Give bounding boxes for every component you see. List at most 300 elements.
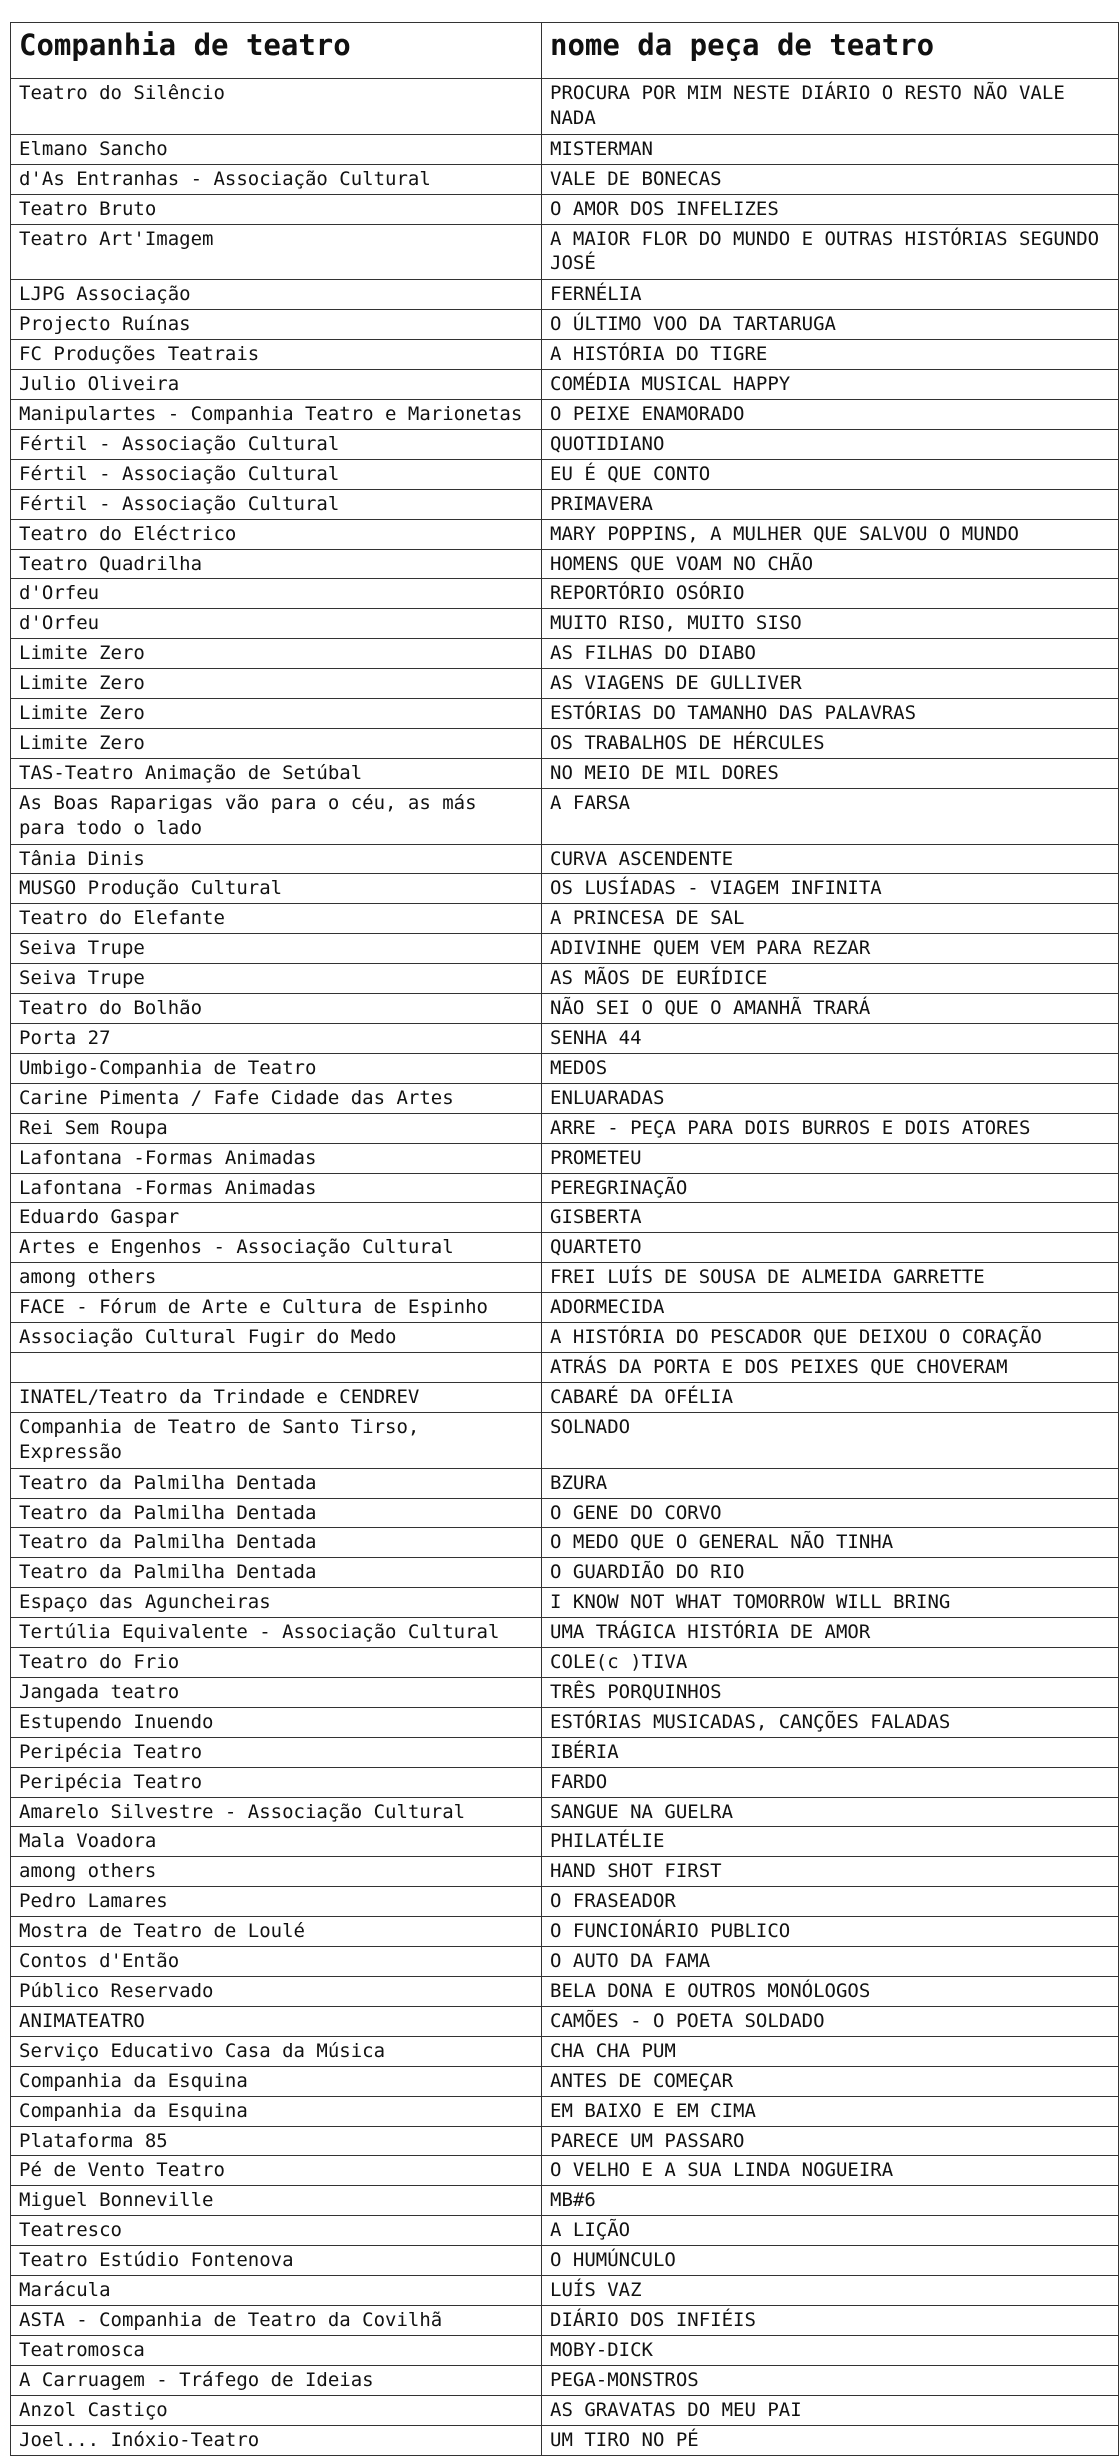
company-cell (11, 1352, 542, 1382)
theatre-table (10, 22, 1119, 2456)
play-cell-text: AS MÃOS DE EURÍDICE (550, 967, 768, 990)
company-cell (11, 1293, 542, 1323)
play-cell (542, 758, 1119, 788)
company-cell-text: Plataforma 85 (19, 2129, 168, 2152)
company-cell-text: TAS-Teatro Animação de Setúbal (19, 761, 363, 784)
play-cell-text: AS GRAVATAS DO MEU PAI (550, 2398, 802, 2421)
play-cell-text: OS TRABALHOS DE HÉRCULES (550, 731, 825, 754)
table-row (11, 489, 1119, 519)
company-cell-text: Teatro Bruto (19, 197, 157, 220)
company-cell (11, 844, 542, 874)
company-cell (11, 1528, 542, 1558)
company-cell-text: Teatro da Palmilha Dentada (19, 1531, 317, 1554)
play-cell-text: A LIÇÃO (550, 2219, 631, 2242)
table-row (11, 1263, 1119, 1293)
play-cell-text: SANGUE NA GUELRA (550, 1800, 734, 1823)
company-cell-text: As Boas Raparigas vão para o céu, as más para todo o lado (19, 791, 489, 839)
play-cell (542, 340, 1119, 370)
table-row (11, 1737, 1119, 1767)
table-row (11, 280, 1119, 310)
play-cell-text: O AMOR DOS INFELIZES (550, 197, 779, 220)
company-cell-text: Espaço das Aguncheiras (19, 1591, 271, 1614)
company-cell (11, 1382, 542, 1412)
company-cell-text: Público Reservado (19, 1980, 214, 2002)
company-cell-text: Teatro do Eléctrico (19, 522, 237, 545)
company-cell (11, 1053, 542, 1083)
table-row (11, 549, 1119, 579)
company-cell-text: Umbigo-Companhia de Teatro (19, 1056, 317, 1079)
play-cell-text: MUITO RISO, MUITO SISO (550, 612, 802, 635)
company-cell (11, 1887, 542, 1917)
play-cell-text: ENLUARADAS (550, 1086, 665, 1109)
company-cell-text: Lafontana -Formas Animadas (19, 1176, 317, 1199)
company-cell-text: Teatresco (19, 2219, 122, 2242)
play-cell (542, 1528, 1119, 1558)
table-row (11, 2096, 1119, 2126)
play-cell-text: MOBY-DICK (550, 2338, 653, 2361)
company-cell-text: Carine Pimenta / Fafe Cidade das Artes (19, 1086, 454, 1109)
company-cell-text: Companhia da Esquina (19, 2069, 248, 2092)
company-cell (11, 134, 542, 164)
table-row (11, 2365, 1119, 2395)
play-cell (542, 2126, 1119, 2156)
company-cell (11, 1083, 542, 1113)
play-cell-text: ANTES DE COMEÇAR (550, 2069, 734, 2092)
table-row (11, 1233, 1119, 1263)
company-cell (11, 1323, 542, 1353)
play-cell (542, 788, 1119, 844)
table-row (11, 194, 1119, 224)
company-cell (11, 1917, 542, 1947)
table-row (11, 1498, 1119, 1528)
company-cell-text: Projecto Ruínas (19, 313, 191, 336)
play-cell (542, 459, 1119, 489)
play-cell (542, 1412, 1119, 1468)
company-cell (11, 1588, 542, 1618)
company-cell (11, 699, 542, 729)
play-cell (542, 1233, 1119, 1263)
play-cell (542, 844, 1119, 874)
company-cell-text: Limite Zero (19, 731, 145, 754)
company-cell (11, 758, 542, 788)
table-row (11, 1024, 1119, 1054)
column-header-company: Companhia de teatro (11, 23, 542, 79)
play-cell-text: PEGA-MONSTROS (550, 2368, 699, 2391)
play-cell-text: PRIMAVERA (550, 492, 653, 515)
company-cell-text: d'As Entranhas - Associação Cultural (19, 167, 431, 190)
play-cell-text: O MEDO QUE O GENERAL NÃO TINHA (550, 1531, 894, 1554)
company-cell (11, 1618, 542, 1648)
company-cell (11, 370, 542, 400)
table-row (11, 1412, 1119, 1468)
table-row (11, 1947, 1119, 1977)
play-cell (542, 1887, 1119, 1917)
company-cell-text: Teatro Estúdio Fontenova (19, 2249, 294, 2272)
company-cell-text: Julio Oliveira (19, 373, 180, 396)
table-row (11, 788, 1119, 844)
play-cell-text: A HISTÓRIA DO TIGRE (550, 343, 768, 366)
table-row (11, 1827, 1119, 1857)
table-row (11, 1352, 1119, 1382)
table-row (11, 2186, 1119, 2216)
play-cell-text: FARDO (550, 1770, 608, 1793)
play-cell-text: ADORMECIDA (550, 1296, 665, 1319)
play-cell-text: PROMETEU (550, 1146, 642, 1169)
company-cell (11, 1113, 542, 1143)
company-cell (11, 1947, 542, 1977)
table-row (11, 2156, 1119, 2186)
company-cell-text: MUSGO Produção Cultural (19, 877, 283, 900)
company-cell-text: Seiva Trupe (19, 967, 145, 990)
play-cell-text: NO MEIO DE MIL DORES (550, 761, 779, 784)
play-cell (542, 370, 1119, 400)
company-cell-text: Seiva Trupe (19, 937, 145, 960)
play-cell-text: A HISTÓRIA DO PESCADOR QUE DEIXOU O CORAÇÃO (550, 1326, 1042, 1349)
company-cell (11, 874, 542, 904)
play-cell-text: EM BAIXO E EM CIMA (550, 2099, 756, 2122)
play-cell-text: AS VIAGENS DE GULLIVER (550, 672, 802, 695)
play-cell (542, 1053, 1119, 1083)
company-cell-text: Limite Zero (19, 642, 145, 665)
company-cell (11, 1767, 542, 1797)
company-cell (11, 429, 542, 459)
play-cell-text: PEREGRINAÇÃO (550, 1176, 688, 1199)
company-cell (11, 2186, 542, 2216)
company-cell-text: Teatro da Palmilha Dentada (19, 1561, 317, 1584)
play-cell (542, 519, 1119, 549)
company-cell-text: Teatro do Elefante (19, 907, 225, 930)
table-row (11, 874, 1119, 904)
play-cell (542, 1977, 1119, 2007)
play-cell-text: ATRÁS DA PORTA E DOS PEIXES QUE CHOVERAM (550, 1355, 1008, 1378)
company-cell-text: Teatro da Palmilha Dentada (19, 1501, 317, 1524)
company-cell (11, 1857, 542, 1887)
play-cell (542, 2425, 1119, 2455)
company-cell (11, 79, 542, 135)
company-cell (11, 639, 542, 669)
company-cell (11, 2246, 542, 2276)
play-cell (542, 1707, 1119, 1737)
play-cell-text: O VELHO E A SUA LINDA NOGUEIRA (550, 2159, 894, 2182)
play-cell (542, 1767, 1119, 1797)
play-cell-text: O AUTO DA FAMA (550, 1950, 711, 1973)
table-row (11, 1588, 1119, 1618)
play-cell-text: VALE DE BONECAS (550, 167, 722, 190)
company-cell-text: LJPG Associação (19, 283, 191, 306)
company-cell-text: Teatro da Palmilha Dentada (19, 1471, 317, 1494)
play-cell (542, 699, 1119, 729)
table-row (11, 844, 1119, 874)
table-row (11, 2006, 1119, 2036)
play-cell-text: O GENE DO CORVO (550, 1501, 722, 1524)
table-row (11, 639, 1119, 669)
company-cell-text: Jangada teatro (19, 1680, 180, 1703)
company-cell-text: Serviço Educativo Casa da Música (19, 2039, 386, 2062)
company-cell-text: Artes e Engenhos - Associação Cultural (19, 1236, 454, 1259)
play-cell-text: CHA CHA PUM (550, 2039, 676, 2062)
company-cell (11, 164, 542, 194)
play-cell (542, 194, 1119, 224)
play-cell (542, 1143, 1119, 1173)
play-cell-text: COMÉDIA MUSICAL HAPPY (550, 373, 791, 396)
play-cell-text: PARECE UM PASSARO (550, 2129, 745, 2152)
company-cell-text: Pedro Lamares (19, 1890, 168, 1913)
company-cell (11, 934, 542, 964)
company-cell (11, 2096, 542, 2126)
table-row (11, 2036, 1119, 2066)
table-row (11, 728, 1119, 758)
company-cell-text: Teatro do Silêncio (19, 82, 225, 104)
company-cell (11, 489, 542, 519)
play-cell-text: HAND SHOT FIRST (550, 1860, 722, 1883)
play-cell-text: ESTÓRIAS DO TAMANHO DAS PALAVRAS (550, 702, 917, 725)
table-row (11, 1468, 1119, 1498)
play-cell (542, 1382, 1119, 1412)
table-row (11, 579, 1119, 609)
play-cell-text: FERNÉLIA (550, 283, 642, 306)
play-cell-text: CURVA ASCENDENTE (550, 847, 734, 870)
company-cell (11, 994, 542, 1024)
play-cell-text: O PEIXE ENAMORADO (550, 402, 745, 425)
company-cell-text: Peripécia Teatro (19, 1740, 203, 1763)
table-row (11, 1293, 1119, 1323)
table-row (11, 1887, 1119, 1917)
company-cell (11, 1827, 542, 1857)
table-row (11, 1767, 1119, 1797)
company-cell (11, 1203, 542, 1233)
play-cell-text: MISTERMAN (550, 137, 653, 160)
company-cell-text: Limite Zero (19, 702, 145, 725)
table-row (11, 1382, 1119, 1412)
play-cell-text: EU É QUE CONTO (550, 462, 711, 485)
company-cell (11, 2335, 542, 2365)
play-cell-text: PHILATÉLIE (550, 1830, 665, 1853)
table-row (11, 1113, 1119, 1143)
company-cell-text: Amarelo Silvestre - Associação Cultural (19, 1800, 466, 1823)
company-cell (11, 1263, 542, 1293)
company-cell (11, 788, 542, 844)
company-cell (11, 2126, 542, 2156)
play-cell-text: PROCURA POR MIM NESTE DIÁRIO O RESTO NÃO VALE NADA (550, 82, 1077, 129)
company-cell (11, 2156, 542, 2186)
play-cell (542, 280, 1119, 310)
company-cell-text: d'Orfeu (19, 582, 100, 605)
company-cell (11, 1558, 542, 1588)
table-row (11, 1707, 1119, 1737)
table-row (11, 1143, 1119, 1173)
play-cell (542, 549, 1119, 579)
play-cell-text: CABARÉ DA OFÉLIA (550, 1385, 734, 1408)
play-cell (542, 1947, 1119, 1977)
theatre-table-document (10, 22, 1118, 2456)
play-cell-text: QUARTETO (550, 1236, 642, 1259)
company-cell (11, 224, 542, 280)
play-cell (542, 639, 1119, 669)
play-cell-text: A PRINCESA DE SAL (550, 907, 745, 930)
table-row (11, 2126, 1119, 2156)
company-cell-text: Teatro Quadrilha (19, 552, 203, 575)
table-row (11, 79, 1119, 135)
play-cell (542, 2216, 1119, 2246)
play-cell (542, 429, 1119, 459)
table-row (11, 2246, 1119, 2276)
company-cell-text: Mostra de Teatro de Loulé (19, 1920, 305, 1943)
company-cell-text: Miguel Bonneville (19, 2189, 214, 2212)
play-cell-text: O FRASEADOR (550, 1890, 676, 1913)
table-row (11, 699, 1119, 729)
company-cell (11, 964, 542, 994)
company-cell-text: Fértil - Associação Cultural (19, 462, 340, 485)
company-cell (11, 1737, 542, 1767)
company-cell-text: Teatro do Bolhão (19, 997, 203, 1020)
company-cell-text: Contos d'Então (19, 1950, 180, 1973)
play-cell (542, 1468, 1119, 1498)
play-cell (542, 1203, 1119, 1233)
play-cell-text: REPORTÓRIO OSÓRIO (550, 582, 745, 605)
play-cell (542, 2365, 1119, 2395)
company-cell (11, 2036, 542, 2066)
company-cell-text: Peripécia Teatro (19, 1770, 203, 1793)
company-cell-text: Marácula (19, 2279, 111, 2302)
play-cell-text: MB#6 (550, 2189, 596, 2212)
company-cell (11, 728, 542, 758)
table-row (11, 1558, 1119, 1588)
play-cell (542, 669, 1119, 699)
play-cell-text: HOMENS QUE VOAM NO CHÃO (550, 552, 814, 575)
play-cell-text: A MAIOR FLOR DO MUNDO E OUTRAS HISTÓRIAS SEGUNDO JOSÉ (550, 227, 1111, 275)
play-cell (542, 2096, 1119, 2126)
play-cell (542, 164, 1119, 194)
play-cell (542, 1024, 1119, 1054)
play-cell-text: SENHA 44 (550, 1027, 642, 1049)
play-cell-text: A FARSA (550, 791, 631, 814)
company-cell-text: Porta 27 (19, 1027, 111, 1049)
play-cell (542, 579, 1119, 609)
table-row (11, 1053, 1119, 1083)
table-row (11, 934, 1119, 964)
play-cell-text: ESTÓRIAS MUSICADAS, CANÇÕES FALADAS (550, 1710, 951, 1733)
table-row (11, 964, 1119, 994)
play-cell-text: SOLNADO (550, 1415, 631, 1438)
play-cell-text: CAMÕES - O POETA SOLDADO (550, 2009, 825, 2032)
play-cell (542, 1618, 1119, 1648)
table-row (11, 340, 1119, 370)
play-cell (542, 934, 1119, 964)
play-cell-text: FREI LUÍS DE SOUSA DE ALMEIDA GARRETTE (550, 1266, 985, 1289)
table-row (11, 459, 1119, 489)
play-cell (542, 2066, 1119, 2096)
company-cell-text: Tânia Dinis (19, 847, 145, 870)
company-cell (11, 2305, 542, 2335)
table-row (11, 994, 1119, 1024)
play-cell (542, 2036, 1119, 2066)
play-cell (542, 964, 1119, 994)
company-cell-text: Associação Cultural Fugir do Medo (19, 1326, 397, 1349)
play-cell (542, 399, 1119, 429)
play-cell (542, 1737, 1119, 1767)
play-cell (542, 2156, 1119, 2186)
company-cell-text: Anzol Castiço (19, 2398, 168, 2421)
play-cell (542, 489, 1119, 519)
company-cell (11, 340, 542, 370)
play-cell (542, 2246, 1119, 2276)
company-cell (11, 1024, 542, 1054)
company-cell (11, 1412, 542, 1468)
play-cell (542, 1558, 1119, 1588)
table-row (11, 1917, 1119, 1947)
play-cell-text: QUOTIDIANO (550, 432, 665, 455)
company-cell-text: Manipulartes - Companhia Teatro e Marionetas (19, 402, 523, 425)
table-row (11, 134, 1119, 164)
play-cell-text: COLE(c )TIVA (550, 1651, 688, 1674)
company-cell (11, 549, 542, 579)
play-cell (542, 1677, 1119, 1707)
table-row (11, 310, 1119, 340)
table-row (11, 2276, 1119, 2306)
play-cell-text: O FUNCIONÁRIO PUBLICO (550, 1920, 791, 1943)
play-cell-text: AS FILHAS DO DIABO (550, 642, 756, 665)
play-cell (542, 1263, 1119, 1293)
company-cell (11, 2006, 542, 2036)
table-body (11, 79, 1119, 2456)
table-row (11, 2305, 1119, 2335)
company-cell (11, 1498, 542, 1528)
company-cell-text: Fértil - Associação Cultural (19, 492, 340, 515)
company-cell-text: Mala Voadora (19, 1830, 157, 1853)
table-row (11, 609, 1119, 639)
company-cell (11, 2216, 542, 2246)
table-row (11, 904, 1119, 934)
play-cell-text: NÃO SEI O QUE O AMANHÃ TRARÁ (550, 997, 871, 1020)
play-cell-text: O GUARDIÃO DO RIO (550, 1561, 745, 1584)
play-cell (542, 728, 1119, 758)
company-cell-text: Estupendo Inuendo (19, 1710, 214, 1733)
company-cell-text: FACE - Fórum de Arte e Cultura de Espinho (19, 1296, 488, 1319)
play-cell (542, 79, 1119, 135)
play-cell (542, 1588, 1119, 1618)
play-cell (542, 224, 1119, 280)
play-cell (542, 310, 1119, 340)
company-cell (11, 1143, 542, 1173)
play-cell-text: UM TIRO NO PÉ (550, 2428, 699, 2451)
table-row (11, 1648, 1119, 1678)
play-cell (542, 1917, 1119, 1947)
play-cell-text: OS LUSÍADAS - VIAGEM INFINITA (550, 877, 882, 900)
play-cell (542, 2305, 1119, 2335)
company-cell-text: FC Produções Teatrais (19, 343, 260, 366)
company-cell (11, 1977, 542, 2007)
company-cell-text: Pé de Vento Teatro (19, 2159, 225, 2182)
table-row (11, 1083, 1119, 1113)
table-row (11, 1203, 1119, 1233)
company-cell (11, 579, 542, 609)
play-cell-text: O ÚLTIMO VOO DA TARTARUGA (550, 313, 836, 336)
table-row (11, 669, 1119, 699)
table-row (11, 1857, 1119, 1887)
table-row (11, 758, 1119, 788)
company-cell (11, 1468, 542, 1498)
company-cell-text: Tertúlia Equivalente - Associação Cultural (19, 1621, 500, 1644)
table-row (11, 2335, 1119, 2365)
company-cell (11, 194, 542, 224)
play-cell (542, 2186, 1119, 2216)
play-cell (542, 874, 1119, 904)
table-row (11, 1173, 1119, 1203)
play-cell (542, 2276, 1119, 2306)
company-cell (11, 280, 542, 310)
company-cell (11, 2066, 542, 2096)
company-cell (11, 399, 542, 429)
